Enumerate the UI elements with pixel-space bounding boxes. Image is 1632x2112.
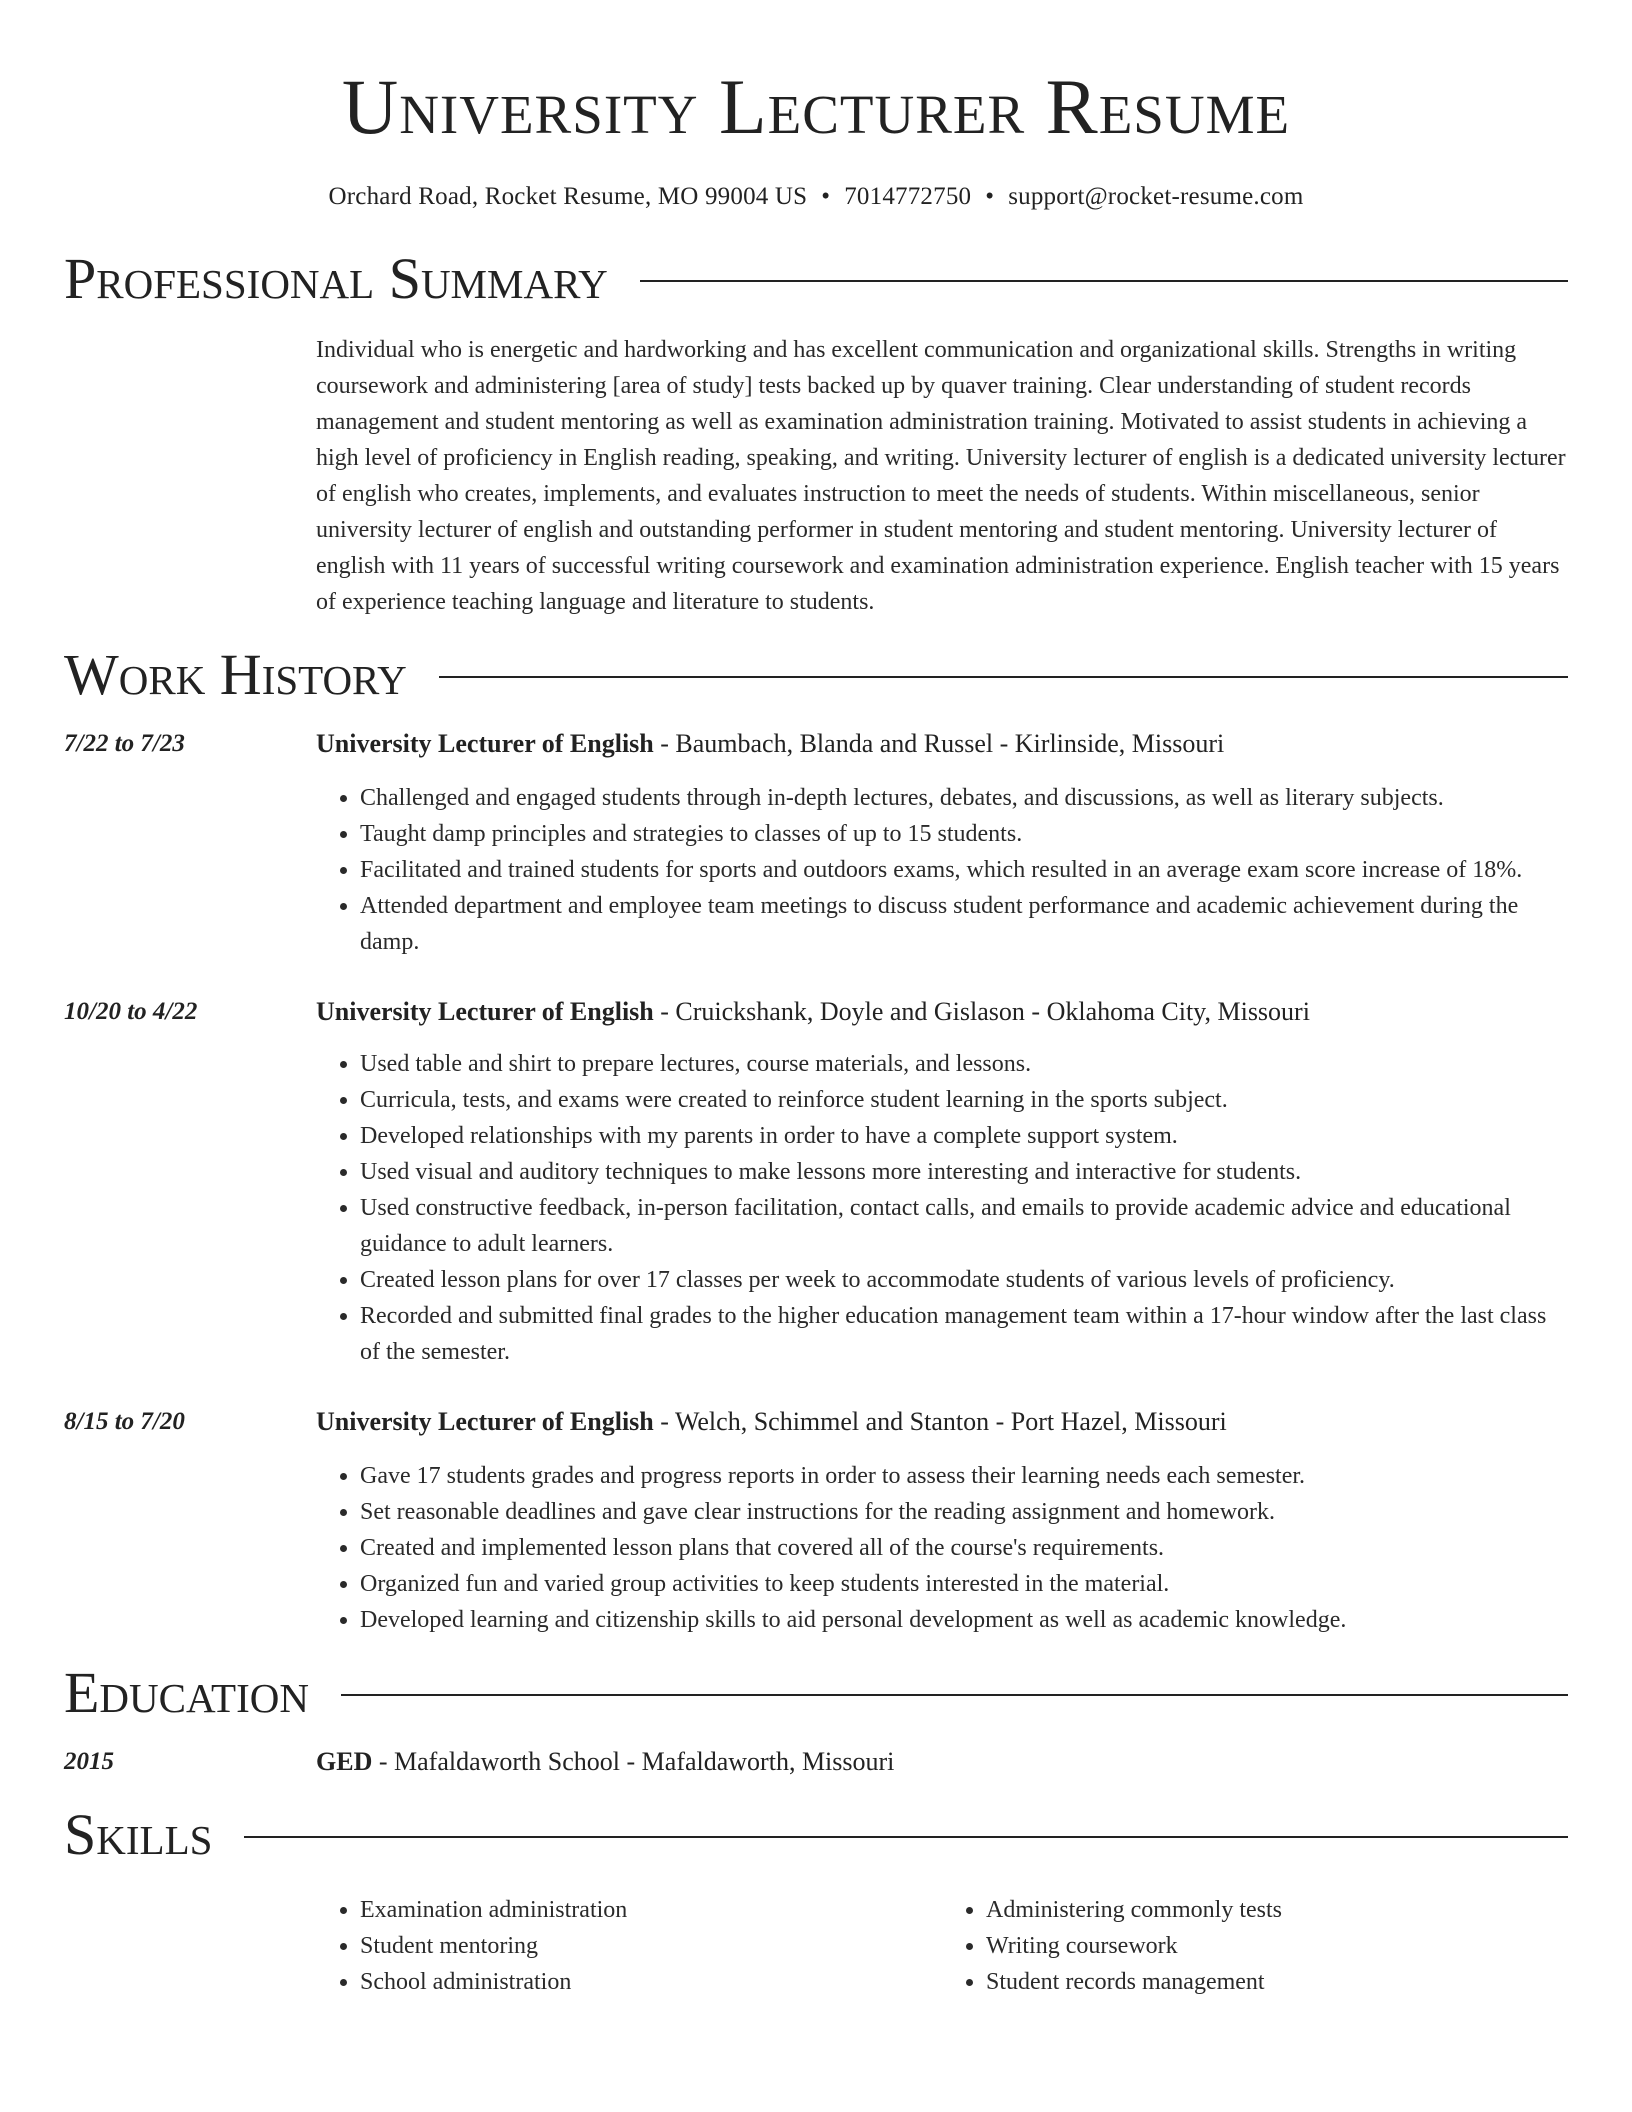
list-item: • Challenged and engaged students through in-depth lectures, debates, and discussions, as well as literary subjects. bbox=[360, 780, 1568, 816]
job-heading bbox=[316, 726, 1568, 762]
section-divider bbox=[640, 280, 1568, 282]
skills-list-left bbox=[316, 1892, 942, 2000]
section-divider bbox=[341, 1694, 1568, 1696]
education-entry bbox=[64, 1744, 1568, 1780]
job-dates: 10/20 to 4/22 bbox=[64, 998, 198, 1025]
skills-section-header bbox=[64, 1802, 1568, 1868]
address: Orchard Road, Rocket Resume, MO 99004 US bbox=[328, 183, 808, 210]
list-item: • Created lesson plans for over 17 classes per week to accommodate students of various levels of proficiency. bbox=[360, 1262, 1568, 1298]
email-link[interactable]: support@rocket-resume.com bbox=[1008, 183, 1304, 210]
skills-heading: Skills bbox=[64, 1802, 213, 1867]
job-title: University Lecturer of English bbox=[316, 729, 654, 758]
list-item: • Facilitated and trained students for sports and outdoors exams, which resulted in an average exam score increase of 18%. bbox=[360, 852, 1568, 888]
job-bullets bbox=[316, 1458, 1568, 1638]
skill-item: • Examination administration bbox=[360, 1892, 942, 1928]
skills-grid bbox=[316, 1892, 1568, 2000]
education-details bbox=[316, 1744, 1568, 1780]
job-heading bbox=[316, 994, 1568, 1030]
job-bullets bbox=[316, 1046, 1568, 1370]
job-entry bbox=[64, 1404, 1568, 1638]
skill-item: • School administration bbox=[360, 1964, 942, 2000]
list-item: • Curricula, tests, and exams were created to reinforce student learning in the sports subject. bbox=[360, 1082, 1568, 1118]
job-dates: 8/15 to 7/20 bbox=[64, 1408, 185, 1435]
education-school: - Mafaldaworth School - Mafaldaworth, Missouri bbox=[372, 1747, 895, 1776]
skill-item: • Administering commonly tests bbox=[986, 1892, 1568, 1928]
resume-title: University Lecturer Resume bbox=[341, 63, 1291, 150]
contact-separator: • bbox=[821, 183, 831, 210]
job-title: University Lecturer of English bbox=[316, 1407, 654, 1436]
job-title: University Lecturer of English bbox=[316, 997, 654, 1026]
education-year: 2015 bbox=[64, 1748, 114, 1775]
job-employer: - Cruickshank, Doyle and Gislason - Oklahoma City, Missouri bbox=[653, 997, 1310, 1026]
list-item: • Set reasonable deadlines and gave clear instructions for the reading assignment and homework. bbox=[360, 1494, 1568, 1530]
work-heading: Work History bbox=[64, 642, 407, 707]
list-item: • Used table and shirt to prepare lectures, course materials, and lessons. bbox=[360, 1046, 1568, 1082]
job-heading bbox=[316, 1404, 1568, 1440]
summary-heading: Professional Summary bbox=[64, 246, 608, 311]
list-item: • Gave 17 students grades and progress reports in order to assess their learning needs each semester. bbox=[360, 1458, 1568, 1494]
contact-separator: • bbox=[985, 183, 995, 210]
education-heading-line bbox=[316, 1744, 1568, 1780]
job-bullets bbox=[316, 780, 1568, 960]
section-divider bbox=[439, 676, 1568, 678]
list-item: • Developed relationships with my parents in order to have a complete support system. bbox=[360, 1118, 1568, 1154]
job-details bbox=[316, 994, 1568, 1370]
education-heading: Education bbox=[64, 1660, 309, 1725]
list-item: • Attended department and employee team meetings to discuss student performance and academic achievement during the damp. bbox=[360, 888, 1568, 960]
skills-list-right bbox=[942, 1892, 1568, 2000]
skill-item: • Student mentoring bbox=[360, 1928, 942, 1964]
list-item: • Used constructive feedback, in-person facilitation, contact calls, and emails to provide academic advice and educational guidance to adult learners. bbox=[360, 1190, 1568, 1262]
job-employer: - Welch, Schimmel and Stanton - Port Hazel, Missouri bbox=[653, 1407, 1227, 1436]
list-item: • Recorded and submitted final grades to the higher education management team within a 17-hour window after the last class of the semester. bbox=[360, 1298, 1568, 1370]
job-entry bbox=[64, 726, 1568, 960]
job-details bbox=[316, 1404, 1568, 1638]
section-divider bbox=[244, 1836, 1568, 1838]
phone: 7014772750 bbox=[844, 183, 972, 210]
list-item: • Taught damp principles and strategies to classes of up to 15 students. bbox=[360, 816, 1568, 852]
job-employer: - Baumbach, Blanda and Russel - Kirlinside, Missouri bbox=[653, 729, 1225, 758]
list-item: • Organized fun and varied group activities to keep students interested in the material. bbox=[360, 1566, 1568, 1602]
list-item: • Created and implemented lesson plans that covered all of the course's requirements. bbox=[360, 1530, 1568, 1566]
education-degree: GED bbox=[316, 1747, 373, 1776]
job-dates: 7/22 to 7/23 bbox=[64, 730, 185, 757]
contact-line bbox=[64, 182, 1568, 212]
list-item: • Used visual and auditory techniques to make lessons more interesting and interactive for students. bbox=[360, 1154, 1568, 1190]
job-entry bbox=[64, 994, 1568, 1370]
skill-item: • Writing coursework bbox=[986, 1928, 1568, 1964]
summary-text: Individual who is energetic and hardworking and has excellent communication and organizational skills. Strengths in writing coursework and administering [area of study] tests backed up by quaver training. Clear understanding of student records management and student mentoring as well as examination administration training. Motivated to assist students in achieving a high level of proficiency in English reading, speaking, and writing. University lecturer of english is a dedicated university lecturer of english who creates, implements, and evaluates instruction to meet the needs of students. Within miscellaneous, senior university lecturer of english and outstanding performer in student mentoring and student mentoring. University lecturer of english with 11 years of successful writing coursework and examination administration experience. English teacher with 15 years of experience teaching language and literature to students. bbox=[316, 337, 1566, 615]
skill-item: • Student records management bbox=[986, 1964, 1568, 2000]
list-item: • Developed learning and citizenship skills to aid personal development as well as academic knowledge. bbox=[360, 1602, 1568, 1638]
summary-section-header bbox=[64, 246, 1568, 312]
education-section-header bbox=[64, 1660, 1568, 1726]
job-details bbox=[316, 726, 1568, 960]
work-section-header bbox=[64, 642, 1568, 708]
